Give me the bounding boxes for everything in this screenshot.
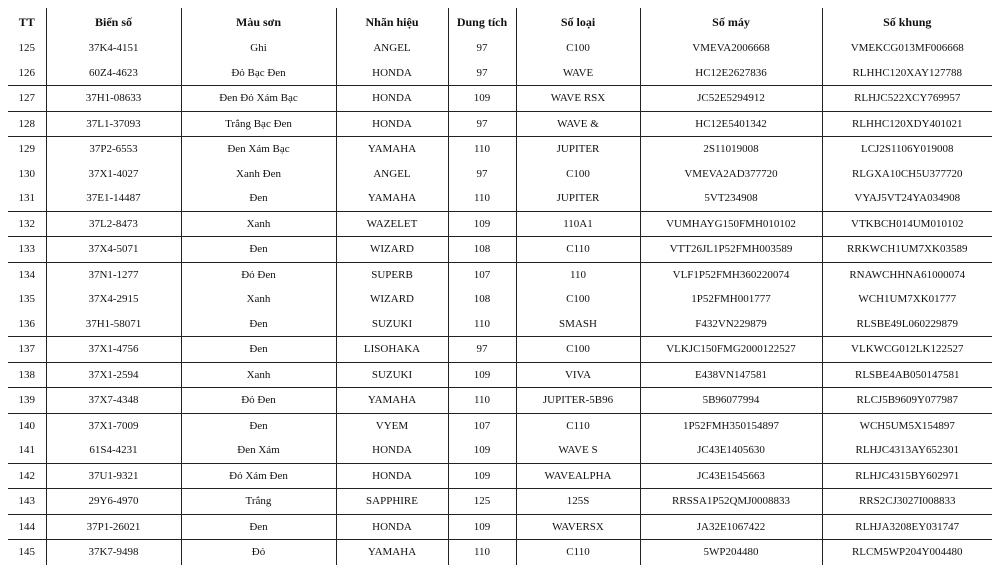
cell-bien-so: 37X7-4348 — [46, 388, 181, 414]
cell-so-khung: RLHHC120XAY127788 — [822, 61, 992, 86]
cell-so-loai: WAVE RSX — [516, 86, 640, 112]
cell-tt: 134 — [8, 262, 46, 287]
cell-dung-tich: 97 — [448, 162, 516, 187]
cell-nhan-hieu: YAMAHA — [336, 186, 448, 211]
cell-dung-tich: 109 — [448, 463, 516, 489]
cell-tt: 144 — [8, 514, 46, 540]
cell-bien-so: 37H1-08633 — [46, 86, 181, 112]
cell-bien-so: 37L2-8473 — [46, 211, 181, 237]
cell-mau-son: Đen — [181, 413, 336, 438]
cell-dung-tich: 108 — [448, 287, 516, 312]
cell-so-khung: RLHHC120XDY401021 — [822, 111, 992, 137]
cell-bien-so: 37P1-26021 — [46, 514, 181, 540]
cell-so-may: VLF1P52FMH360220074 — [640, 262, 822, 287]
cell-bien-so: 37X1-7009 — [46, 413, 181, 438]
cell-bien-so: 61S4-4231 — [46, 438, 181, 463]
cell-bien-so: 37X4-2915 — [46, 287, 181, 312]
cell-nhan-hieu: ANGEL — [336, 36, 448, 61]
cell-so-loai: C100 — [516, 337, 640, 363]
cell-dung-tich: 107 — [448, 262, 516, 287]
table-row — [8, 337, 992, 363]
cell-so-khung: WCH5UM5X154897 — [822, 413, 992, 438]
cell-dung-tich: 110 — [448, 312, 516, 337]
cell-mau-son: Đen — [181, 514, 336, 540]
cell-so-khung: RNAWCHHNA61000074 — [822, 262, 992, 287]
cell-nhan-hieu: YAMAHA — [336, 388, 448, 414]
table-row — [8, 262, 992, 287]
cell-bien-so: 37K4-4151 — [46, 36, 181, 61]
cell-nhan-hieu: VYEM — [336, 413, 448, 438]
table-row — [8, 287, 992, 312]
cell-mau-son: Đen Đỏ Xám Bạc — [181, 86, 336, 112]
cell-so-loai: 110A1 — [516, 211, 640, 237]
cell-mau-son: Đỏ — [181, 540, 336, 565]
cell-so-khung: RRKWCH1UM7XK03589 — [822, 237, 992, 263]
header-so-loai: Số loại — [516, 8, 640, 36]
cell-tt: 128 — [8, 111, 46, 137]
cell-nhan-hieu: WIZARD — [336, 287, 448, 312]
cell-dung-tich: 110 — [448, 540, 516, 565]
cell-dung-tich: 110 — [448, 186, 516, 211]
cell-so-khung: RLSBE4AB050147581 — [822, 362, 992, 388]
cell-nhan-hieu: SUPERB — [336, 262, 448, 287]
cell-so-khung: RLCJ5B9609Y077987 — [822, 388, 992, 414]
cell-so-may: 1P52FMH001777 — [640, 287, 822, 312]
cell-bien-so: 37X1-4027 — [46, 162, 181, 187]
cell-bien-so: 37X4-5071 — [46, 237, 181, 263]
cell-dung-tich: 109 — [448, 211, 516, 237]
cell-nhan-hieu: SUZUKI — [336, 362, 448, 388]
cell-so-may: VLKJC150FMG2000122527 — [640, 337, 822, 363]
cell-so-may: VUMHAYG150FMH010102 — [640, 211, 822, 237]
cell-nhan-hieu: YAMAHA — [336, 137, 448, 162]
cell-so-may: RRSSA1P52QMJ0008833 — [640, 489, 822, 515]
cell-dung-tich: 109 — [448, 86, 516, 112]
table-row — [8, 362, 992, 388]
cell-so-loai: C110 — [516, 237, 640, 263]
cell-mau-son: Đỏ Bạc Đen — [181, 61, 336, 86]
table-row — [8, 137, 992, 162]
table-row — [8, 463, 992, 489]
cell-so-khung: VMEKCG013MF006668 — [822, 36, 992, 61]
table-row — [8, 162, 992, 187]
cell-bien-so: 37X1-2594 — [46, 362, 181, 388]
cell-so-khung: RLCM5WP204Y004480 — [822, 540, 992, 565]
cell-so-loai: 125S — [516, 489, 640, 515]
cell-so-loai: C100 — [516, 36, 640, 61]
cell-so-khung: VLKWCG012LK122527 — [822, 337, 992, 363]
cell-so-khung: WCH1UM7XK01777 — [822, 287, 992, 312]
cell-tt: 131 — [8, 186, 46, 211]
cell-nhan-hieu: HONDA — [336, 61, 448, 86]
cell-tt: 138 — [8, 362, 46, 388]
cell-so-khung: LCJ2S1106Y019008 — [822, 137, 992, 162]
cell-tt: 130 — [8, 162, 46, 187]
cell-tt: 145 — [8, 540, 46, 565]
cell-bien-so: 37U1-9321 — [46, 463, 181, 489]
cell-mau-son: Đen — [181, 312, 336, 337]
cell-bien-so: 37H1-58071 — [46, 312, 181, 337]
cell-so-may: VMEVA2AD377720 — [640, 162, 822, 187]
cell-tt: 140 — [8, 413, 46, 438]
header-mau-son: Màu sơn — [181, 8, 336, 36]
cell-dung-tich: 125 — [448, 489, 516, 515]
cell-so-loai: 110 — [516, 262, 640, 287]
cell-so-khung: RLHJA3208EY031747 — [822, 514, 992, 540]
cell-dung-tich: 107 — [448, 413, 516, 438]
table-row — [8, 388, 992, 414]
header-so-khung: Số khung — [822, 8, 992, 36]
header-bien-so: Biển số — [46, 8, 181, 36]
vehicle-table — [8, 8, 992, 565]
cell-so-may: VMEVA2006668 — [640, 36, 822, 61]
cell-so-loai: JUPITER-5B96 — [516, 388, 640, 414]
cell-tt: 141 — [8, 438, 46, 463]
cell-bien-so: 37N1-1277 — [46, 262, 181, 287]
cell-so-may: VTT26JL1P52FMH003589 — [640, 237, 822, 263]
cell-so-loai: WAVE S — [516, 438, 640, 463]
cell-mau-son: Đen — [181, 237, 336, 263]
cell-tt: 126 — [8, 61, 46, 86]
table-row — [8, 111, 992, 137]
cell-so-khung: RLHJC4315BY602971 — [822, 463, 992, 489]
cell-nhan-hieu: SUZUKI — [336, 312, 448, 337]
table-body — [8, 36, 992, 565]
cell-so-may: F432VN229879 — [640, 312, 822, 337]
cell-dung-tich: 97 — [448, 337, 516, 363]
cell-mau-son: Đen — [181, 186, 336, 211]
cell-so-khung: VYAJ5VT24YA034908 — [822, 186, 992, 211]
cell-bien-so: 29Y6-4970 — [46, 489, 181, 515]
table-row — [8, 237, 992, 263]
cell-mau-son: Đen Xám — [181, 438, 336, 463]
cell-so-may: 5VT234908 — [640, 186, 822, 211]
cell-so-loai: JUPITER — [516, 137, 640, 162]
cell-so-may: HC12E5401342 — [640, 111, 822, 137]
header-nhan-hieu: Nhãn hiệu — [336, 8, 448, 36]
cell-so-may: 2S11019008 — [640, 137, 822, 162]
header-row — [8, 8, 992, 36]
header-so-may: Số máy — [640, 8, 822, 36]
cell-tt: 136 — [8, 312, 46, 337]
cell-nhan-hieu: HONDA — [336, 111, 448, 137]
cell-mau-son: Trắng — [181, 489, 336, 515]
header-tt: TT — [8, 8, 46, 36]
cell-dung-tich: 97 — [448, 61, 516, 86]
cell-nhan-hieu: HONDA — [336, 86, 448, 112]
cell-so-khung: VTKBCH014UM010102 — [822, 211, 992, 237]
table-row — [8, 61, 992, 86]
cell-mau-son: Xanh Đen — [181, 162, 336, 187]
cell-nhan-hieu: SAPPHIRE — [336, 489, 448, 515]
cell-bien-so: 37K7-9498 — [46, 540, 181, 565]
cell-dung-tich: 110 — [448, 388, 516, 414]
cell-bien-so: 37E1-14487 — [46, 186, 181, 211]
cell-nhan-hieu: WAZELET — [336, 211, 448, 237]
cell-tt: 125 — [8, 36, 46, 61]
cell-nhan-hieu: HONDA — [336, 463, 448, 489]
cell-mau-son: Đen Xám Bạc — [181, 137, 336, 162]
cell-mau-son: Xanh — [181, 211, 336, 237]
cell-mau-son: Đỏ Đen — [181, 388, 336, 414]
cell-dung-tich: 108 — [448, 237, 516, 263]
table-row — [8, 489, 992, 515]
cell-tt: 137 — [8, 337, 46, 363]
cell-dung-tich: 109 — [448, 514, 516, 540]
cell-mau-son: Ghi — [181, 36, 336, 61]
cell-mau-son: Đen — [181, 337, 336, 363]
cell-tt: 133 — [8, 237, 46, 263]
cell-so-may: JC43E1545663 — [640, 463, 822, 489]
table-row — [8, 312, 992, 337]
cell-so-loai: VIVA — [516, 362, 640, 388]
cell-tt: 135 — [8, 287, 46, 312]
cell-so-loai: WAVE — [516, 61, 640, 86]
table-row — [8, 438, 992, 463]
cell-so-loai: C110 — [516, 540, 640, 565]
cell-so-loai: SMASH — [516, 312, 640, 337]
table-row — [8, 413, 992, 438]
cell-so-may: 5B96077994 — [640, 388, 822, 414]
cell-so-may: HC12E2627836 — [640, 61, 822, 86]
table-row — [8, 540, 992, 565]
cell-mau-son: Xanh — [181, 362, 336, 388]
cell-tt: 127 — [8, 86, 46, 112]
cell-so-may: E438VN147581 — [640, 362, 822, 388]
cell-so-may: JC43E1405630 — [640, 438, 822, 463]
table-row — [8, 211, 992, 237]
cell-nhan-hieu: ANGEL — [336, 162, 448, 187]
cell-mau-son: Trắng Bạc Đen — [181, 111, 336, 137]
cell-dung-tich: 109 — [448, 438, 516, 463]
cell-so-loai: C110 — [516, 413, 640, 438]
table-row — [8, 186, 992, 211]
cell-dung-tich: 110 — [448, 137, 516, 162]
cell-so-loai: WAVE & — [516, 111, 640, 137]
cell-nhan-hieu: YAMAHA — [336, 540, 448, 565]
cell-so-may: JC52E5294912 — [640, 86, 822, 112]
cell-bien-so: 37P2-6553 — [46, 137, 181, 162]
cell-dung-tich: 97 — [448, 36, 516, 61]
cell-tt: 143 — [8, 489, 46, 515]
cell-so-loai: WAVERSX — [516, 514, 640, 540]
cell-so-khung: RLSBE49L060229879 — [822, 312, 992, 337]
cell-tt: 139 — [8, 388, 46, 414]
cell-so-loai: C100 — [516, 287, 640, 312]
cell-so-khung: RRS2CJ3027I008833 — [822, 489, 992, 515]
cell-so-loai: JUPITER — [516, 186, 640, 211]
cell-dung-tich: 97 — [448, 111, 516, 137]
cell-so-may: JA32E1067422 — [640, 514, 822, 540]
cell-tt: 132 — [8, 211, 46, 237]
cell-mau-son: Đỏ Xám Đen — [181, 463, 336, 489]
table-row — [8, 36, 992, 61]
cell-nhan-hieu: HONDA — [336, 514, 448, 540]
table-row — [8, 86, 992, 112]
cell-so-may: 1P52FMH350154897 — [640, 413, 822, 438]
cell-so-khung: RLHJC4313AY652301 — [822, 438, 992, 463]
cell-so-khung: RLGXA10CH5U377720 — [822, 162, 992, 187]
cell-bien-so: 37X1-4756 — [46, 337, 181, 363]
cell-so-loai: WAVEALPHA — [516, 463, 640, 489]
cell-bien-so: 60Z4-4623 — [46, 61, 181, 86]
cell-nhan-hieu: LISOHAKA — [336, 337, 448, 363]
cell-dung-tich: 109 — [448, 362, 516, 388]
header-dung-tich: Dung tích — [448, 8, 516, 36]
table-row — [8, 514, 992, 540]
cell-tt: 142 — [8, 463, 46, 489]
cell-so-loai: C100 — [516, 162, 640, 187]
cell-so-khung: RLHJC522XCY769957 — [822, 86, 992, 112]
cell-mau-son: Đỏ Đen — [181, 262, 336, 287]
cell-mau-son: Xanh — [181, 287, 336, 312]
cell-tt: 129 — [8, 137, 46, 162]
cell-so-may: 5WP204480 — [640, 540, 822, 565]
cell-nhan-hieu: WIZARD — [336, 237, 448, 263]
cell-nhan-hieu: HONDA — [336, 438, 448, 463]
cell-bien-so: 37L1-37093 — [46, 111, 181, 137]
